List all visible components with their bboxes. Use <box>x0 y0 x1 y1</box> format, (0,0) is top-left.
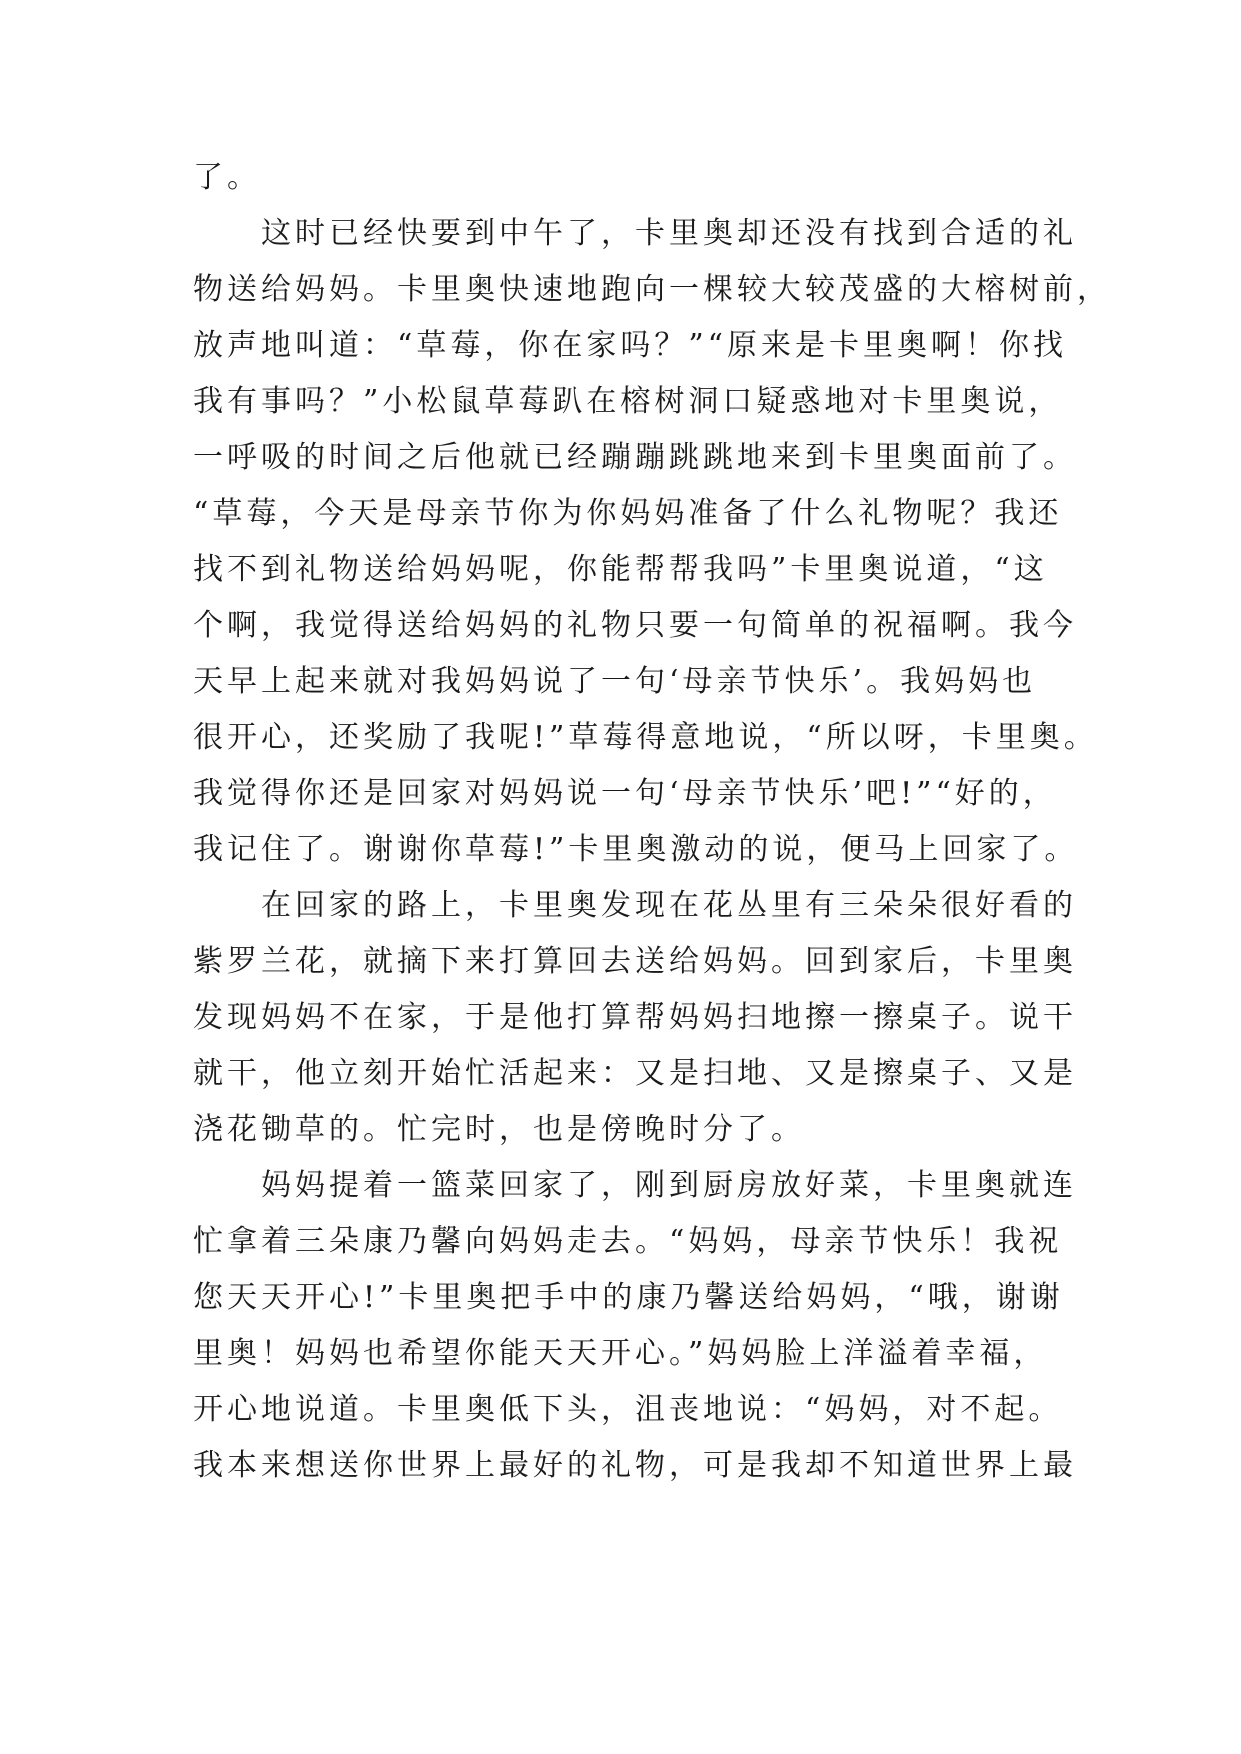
text-line: 我有事吗？”小松鼠草莓趴在榕树洞口疑惑地对卡里奥说， <box>193 384 1063 419</box>
text-line: 发现妈妈不在家，于是他打算帮妈妈扫地擦一擦桌子。说干 <box>193 1000 1077 1035</box>
text-line: 一呼吸的时间之后他就已经蹦蹦跳跳地来到卡里奥面前了。 <box>193 440 1077 475</box>
text-line: 紫罗兰花，就摘下来打算回去送给妈妈。回到家后，卡里奥 <box>193 944 1077 979</box>
story-text <box>193 150 1111 1494</box>
text-line: “草莓，今天是母亲节你为你妈妈准备了什么礼物呢？我还 <box>193 496 1063 531</box>
text-line: 里奥！妈妈也希望你能天天开心。”妈妈脸上洋溢着幸福， <box>193 1336 1048 1371</box>
text-line: 在回家的路上，卡里奥发现在花丛里有三朵朵很好看的 <box>193 888 1077 923</box>
text-line: 我记住了。谢谢你草莓!”卡里奥激动的说，便马上回家了。 <box>193 832 1079 867</box>
text-line: 了。 <box>193 160 261 195</box>
text-line: 浇花锄草的。忙完时，也是傍晚时分了。 <box>193 1112 805 1147</box>
text-line: 这时已经快要到中午了，卡里奥却还没有找到合适的礼 <box>193 216 1077 251</box>
text-line: 天早上起来就对我妈妈说了一句‘母亲节快乐’。我妈妈也 <box>193 664 1037 699</box>
text-line: 开心地说道。卡里奥低下头，沮丧地说：“妈妈，对不起。 <box>193 1392 1063 1427</box>
text-line: 就干，他立刻开始忙活起来：又是扫地、又是擦桌子、又是 <box>193 1056 1077 1091</box>
text-line: 很开心，还奖励了我呢!”草莓得意地说，“所以呀，卡里奥。 <box>193 720 1098 755</box>
text-line: 我本来想送你世界上最好的礼物，可是我却不知道世界上最 <box>193 1448 1077 1483</box>
text-line: 我觉得你还是回家对妈妈说一句‘母亲节快乐’吧!”“好的， <box>193 776 1057 811</box>
text-line: 个啊，我觉得送给妈妈的礼物只要一句简单的祝福啊。我今 <box>193 608 1077 643</box>
text-line: 您天天开心!”卡里奥把手中的康乃馨送给妈妈，“哦，谢谢 <box>193 1280 1064 1315</box>
text-line: 忙拿着三朵康乃馨向妈妈走去。“妈妈，母亲节快乐！我祝 <box>193 1224 1063 1259</box>
text-line: 放声地叫道：“草莓，你在家吗？”“原来是卡里奥啊！你找 <box>193 328 1068 363</box>
text-line: 找不到礼物送给妈妈呢，你能帮帮我吗”卡里奥说道，“这 <box>193 552 1048 587</box>
text-line: 妈妈提着一篮菜回家了，刚到厨房放好菜，卡里奥就连 <box>193 1168 1077 1203</box>
text-line: 物送给妈妈。卡里奥快速地跑向一棵较大较茂盛的大榕树前， <box>193 272 1111 307</box>
